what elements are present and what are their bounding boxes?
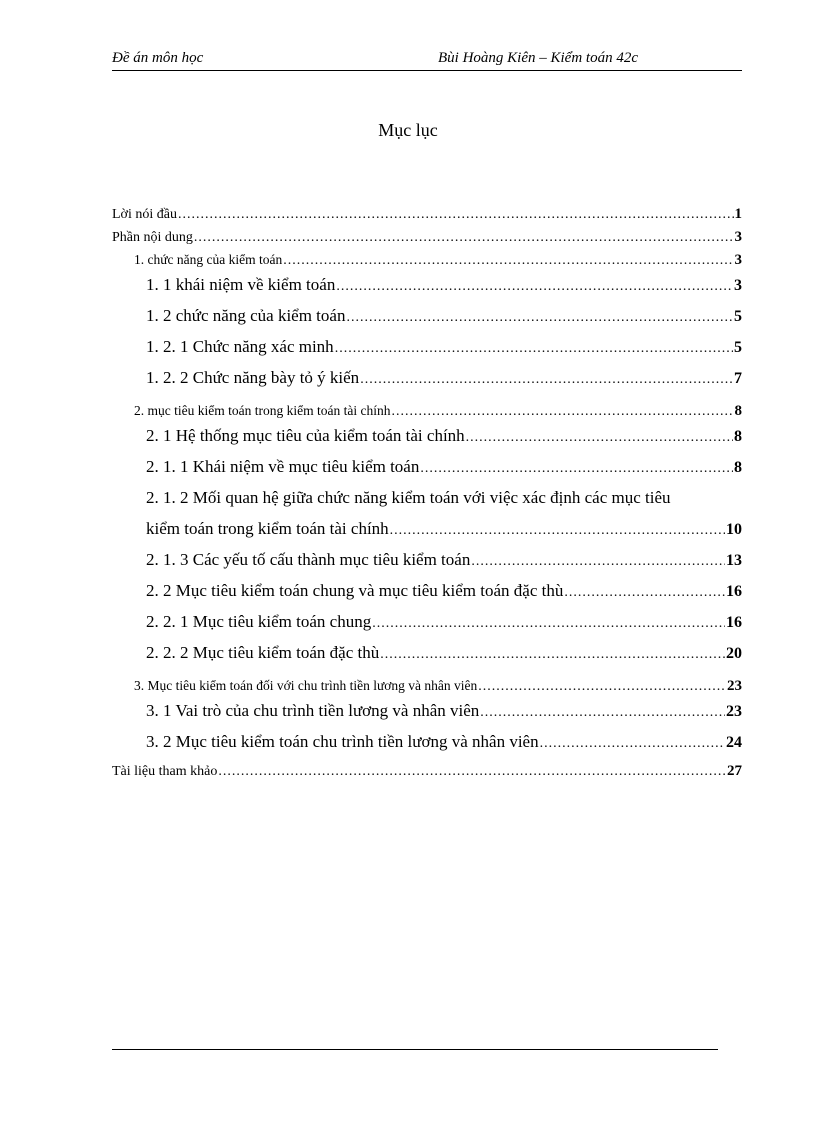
toc-page-number: 8: [734, 403, 742, 419]
toc-entry-label: 2. 1 Hệ thống mục tiêu của kiểm toán tài chính: [146, 426, 465, 445]
toc-entry-label: 2. 2 Mục tiêu kiểm toán chung và mục tiêu kiểm toán đặc thù: [146, 581, 564, 600]
toc-entry-label: 1. 1 khái niệm về kiểm toán: [146, 275, 336, 294]
toc-entry[interactable]: [112, 612, 742, 643]
toc-page-number: 10: [726, 521, 742, 538]
toc-page-number: 5: [734, 339, 742, 356]
toc-page-number: 7: [734, 370, 742, 387]
toc-leader-dots: [380, 647, 725, 663]
toc-page-number: 27: [727, 763, 742, 779]
toc-entry[interactable]: [112, 337, 742, 368]
toc-entry[interactable]: [112, 550, 742, 581]
toc-entry-label: 1. 2. 1 Chức năng xác minh: [146, 337, 334, 356]
toc-leader-dots: [391, 404, 733, 420]
toc-entry-first-line[interactable]: 2. 1. 2 Mối quan hệ giữa chức năng kiểm toán với việc xác định các mục tiêu: [146, 488, 671, 507]
toc-entry-label: Tài liệu tham khảo: [112, 764, 218, 779]
toc-entry-label: 2. 2. 2 Mục tiêu kiểm toán đặc thù: [146, 643, 380, 662]
toc-entry-label: 1. 2 chức năng của kiểm toán: [146, 306, 346, 325]
page-title: Mục lục: [378, 120, 438, 140]
toc-entry[interactable]: [112, 403, 742, 426]
toc-page-number: 16: [726, 614, 742, 631]
toc-entry[interactable]: [112, 426, 742, 457]
toc-page-number: 13: [726, 552, 742, 569]
toc-entry[interactable]: [112, 252, 742, 275]
toc-entry-label: 2. 2. 1 Mục tiêu kiểm toán chung: [146, 612, 372, 631]
toc-leader-dots: [336, 279, 733, 295]
toc-page-number: 5: [734, 308, 742, 325]
toc-leader-dots: [478, 679, 726, 695]
toc-entry-label: Phần nội dung: [112, 230, 193, 245]
toc-page-number: 8: [734, 459, 742, 476]
toc-leader-dots: [178, 207, 734, 223]
toc-leader-dots: [471, 554, 725, 570]
toc-leader-dots: [564, 585, 725, 601]
toc-entry[interactable]: [112, 701, 742, 732]
toc-leader-dots: [466, 430, 733, 446]
toc-entry[interactable]: [112, 275, 742, 306]
toc-entry-label: 2. 1. 1 Khái niệm về mục tiêu kiểm toán: [146, 457, 420, 476]
toc-page-number: 3: [734, 277, 742, 294]
toc-leader-dots: [480, 705, 725, 721]
page-header: [112, 48, 742, 71]
toc-leader-dots: [360, 372, 733, 388]
toc-entry[interactable]: [112, 732, 742, 763]
toc-page-number: 3: [734, 229, 742, 245]
header-right-text: Bùi Hoàng Kiên – Kiểm toán 42c: [438, 50, 638, 66]
toc-entry-label: 1. chức năng của kiểm toán: [134, 252, 283, 267]
toc-page-number: 16: [726, 583, 742, 600]
toc-entry[interactable]: [112, 368, 742, 399]
footer-rule: [112, 1049, 718, 1050]
toc-page-number: 1: [734, 206, 742, 222]
toc-entry[interactable]: [112, 206, 742, 229]
toc-page-number: 24: [726, 734, 742, 751]
toc-entry[interactable]: [112, 643, 742, 674]
toc-entry-label: 3. Mục tiêu kiểm toán đối với chu trình tiền lương và nhân viên: [134, 678, 478, 693]
toc-leader-dots: [194, 230, 734, 246]
toc-entry-label: 2. 1. 3 Các yếu tố cấu thành mục tiêu kiểm toán: [146, 550, 471, 569]
toc-entry[interactable]: [112, 763, 742, 786]
toc-leader-dots: [346, 310, 733, 326]
toc-leader-dots: [218, 764, 726, 780]
toc-leader-dots: [420, 461, 733, 477]
toc-page-number: 20: [726, 645, 742, 662]
toc-leader-dots: [372, 616, 725, 632]
toc-entry-label: kiểm toán trong kiểm toán tài chính: [146, 519, 389, 538]
toc-page-number: 23: [726, 703, 742, 720]
toc-entry-label: 2. mục tiêu kiểm toán trong kiểm toán tài chính: [134, 403, 391, 418]
table-of-contents: [112, 206, 742, 786]
toc-entry-label: 3. 2 Mục tiêu kiểm toán chu trình tiền lương và nhân viên: [146, 732, 539, 751]
toc-entry[interactable]: [112, 581, 742, 612]
toc-entry[interactable]: [112, 457, 742, 488]
toc-entry[interactable]: [112, 519, 742, 550]
toc-entry[interactable]: [112, 678, 742, 701]
toc-entry[interactable]: [112, 306, 742, 337]
toc-entry-label: Lời nói đầu: [112, 207, 177, 222]
toc-leader-dots: [540, 736, 725, 752]
toc-leader-dots: [335, 341, 733, 357]
toc-page-number: 23: [727, 678, 742, 694]
toc-entry[interactable]: [112, 229, 742, 252]
toc-leader-dots: [390, 523, 725, 539]
toc-leader-dots: [283, 253, 733, 269]
header-left-text: Đề án môn học: [112, 50, 204, 66]
toc-page-number: 8: [734, 428, 742, 445]
toc-entry-label: 1. 2. 2 Chức năng bày tỏ ý kiến: [146, 368, 360, 387]
toc-entry-label: 3. 1 Vai trò của chu trình tiền lương và nhân viên: [146, 701, 480, 720]
toc-page-number: 3: [734, 252, 742, 268]
